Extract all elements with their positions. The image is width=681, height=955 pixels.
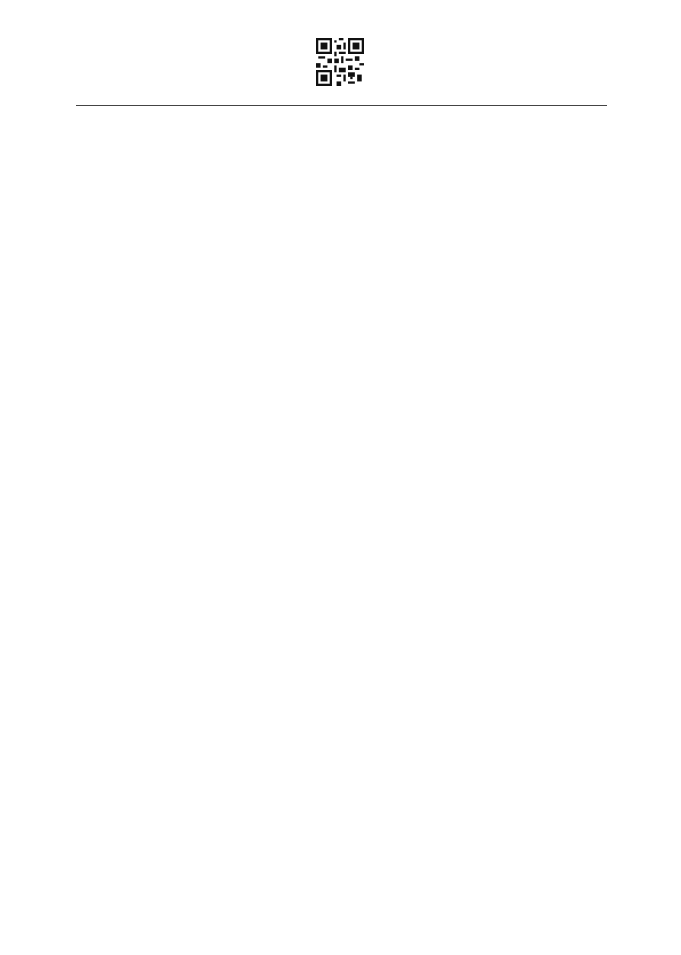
chinese-abstract bbox=[76, 291, 608, 306]
classification-line bbox=[76, 358, 608, 369]
qr-code-icon bbox=[316, 38, 364, 86]
english-title bbox=[76, 421, 608, 438]
header-divider bbox=[76, 105, 607, 106]
body-column-left bbox=[76, 612, 330, 626]
